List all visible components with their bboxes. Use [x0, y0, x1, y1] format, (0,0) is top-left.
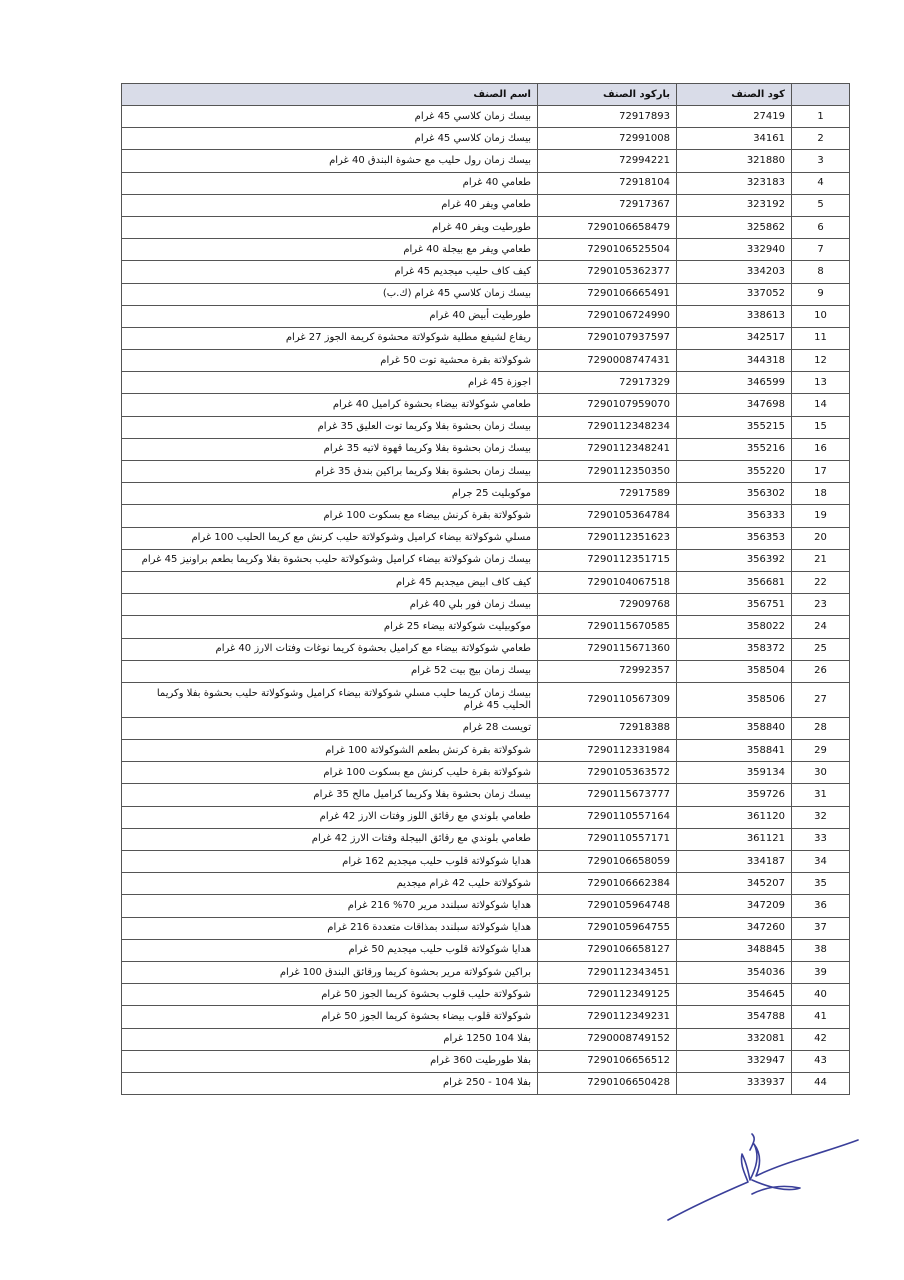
table-row — [122, 851, 850, 873]
table-row — [122, 784, 850, 806]
item-barcode: 7290112349231 — [538, 1006, 677, 1028]
row-number: 36 — [792, 895, 850, 917]
row-number: 22 — [792, 571, 850, 593]
table-row — [122, 1050, 850, 1072]
row-number: 12 — [792, 350, 850, 372]
row-number: 35 — [792, 873, 850, 895]
header-item-barcode: باركود الصنف — [538, 84, 677, 106]
item-code: 358504 — [677, 660, 792, 682]
row-number: 8 — [792, 261, 850, 283]
item-name: اجوزة 45 غرام — [122, 372, 538, 394]
item-name: طعامي شوكولاتة بيضاء مع كراميل بحشوة كريما نوغات وفتات الارز 40 غرام — [122, 638, 538, 660]
table-row — [122, 917, 850, 939]
row-number: 34 — [792, 851, 850, 873]
item-barcode: 7290105964748 — [538, 895, 677, 917]
table-row — [122, 682, 850, 717]
table-row — [122, 762, 850, 784]
item-code: 356333 — [677, 505, 792, 527]
items-table — [121, 83, 850, 1095]
item-code: 342517 — [677, 327, 792, 349]
item-barcode: 72918104 — [538, 172, 677, 194]
table-row — [122, 305, 850, 327]
item-code: 27419 — [677, 106, 792, 128]
table-row — [122, 895, 850, 917]
table-row — [122, 172, 850, 194]
row-number: 40 — [792, 984, 850, 1006]
item-barcode: 72992357 — [538, 660, 677, 682]
row-number: 33 — [792, 828, 850, 850]
item-barcode: 7290112331984 — [538, 740, 677, 762]
item-barcode: 7290112351623 — [538, 527, 677, 549]
row-number: 27 — [792, 682, 850, 717]
table-row — [122, 350, 850, 372]
item-barcode: 7290115673777 — [538, 784, 677, 806]
table-row — [122, 638, 850, 660]
item-barcode: 72909768 — [538, 594, 677, 616]
table-row — [122, 806, 850, 828]
item-code: 356681 — [677, 571, 792, 593]
table-row — [122, 194, 850, 216]
row-number: 30 — [792, 762, 850, 784]
item-name: طعامي بلوندي مع رقائق البيجلة وفتات الارز 42 غرام — [122, 828, 538, 850]
row-number: 20 — [792, 527, 850, 549]
item-name: ريفاع لشيفع مطلية شوكولاتة محشوة كريمة الجوز 27 غرام — [122, 327, 538, 349]
item-name: شوكولاتة حليب 42 غرام ميجديم — [122, 873, 538, 895]
item-name: طعامي 40 غرام — [122, 172, 538, 194]
item-barcode: 7290106658127 — [538, 939, 677, 961]
item-code: 361121 — [677, 828, 792, 850]
item-name: هدايا شوكولاتة سبلندد بمذاقات متعددة 216 غرام — [122, 917, 538, 939]
item-code: 356353 — [677, 527, 792, 549]
row-number: 44 — [792, 1072, 850, 1094]
item-barcode: 7290104067518 — [538, 571, 677, 593]
item-name: بيسك زمان كلاسي 45 غرام — [122, 106, 538, 128]
table-row — [122, 616, 850, 638]
item-name: بيسك زمان شوكولاتة بيضاء كراميل وشوكولاتة حليب بحشوة بفلا وكريما بطعم براونيز 45 غرام — [122, 549, 538, 571]
item-code: 338613 — [677, 305, 792, 327]
table-row — [122, 984, 850, 1006]
item-barcode: 7290106724990 — [538, 305, 677, 327]
table-row — [122, 372, 850, 394]
item-name: هدايا شوكولاتة قلوب حليب ميجديم 162 غرام — [122, 851, 538, 873]
item-name: بيسك زمان بحشوة بفلا وكريما قهوة لاتيه 35 غرام — [122, 438, 538, 460]
item-name: طعامي شوكولاتة بيضاء بحشوة كراميل 40 غرام — [122, 394, 538, 416]
table-row — [122, 527, 850, 549]
row-number: 25 — [792, 638, 850, 660]
item-code: 358840 — [677, 717, 792, 739]
table-row — [122, 216, 850, 238]
table-row — [122, 150, 850, 172]
item-code: 337052 — [677, 283, 792, 305]
row-number: 5 — [792, 194, 850, 216]
table-row — [122, 1028, 850, 1050]
row-number: 42 — [792, 1028, 850, 1050]
item-code: 358506 — [677, 682, 792, 717]
table-row — [122, 261, 850, 283]
item-name: بيسك زمان بحشوة بفلا وكريما كراميل مالح 35 غرام — [122, 784, 538, 806]
item-code: 354036 — [677, 961, 792, 983]
item-code: 355220 — [677, 461, 792, 483]
item-barcode: 72917329 — [538, 372, 677, 394]
header-number — [792, 84, 850, 106]
item-name: شوكولاتة حليب قلوب بحشوة كريما الجوز 50 غرام — [122, 984, 538, 1006]
item-name: شوكولاتة بقرة كرنش بيضاء مع بسكوت 100 غرام — [122, 505, 538, 527]
item-barcode: 7290105364784 — [538, 505, 677, 527]
table-row — [122, 128, 850, 150]
item-code: 361120 — [677, 806, 792, 828]
row-number: 16 — [792, 438, 850, 460]
table-row — [122, 660, 850, 682]
item-code: 356751 — [677, 594, 792, 616]
signature — [660, 1128, 865, 1228]
row-number: 28 — [792, 717, 850, 739]
row-number: 19 — [792, 505, 850, 527]
item-code: 354645 — [677, 984, 792, 1006]
item-name: موكوبليت 25 جرام — [122, 483, 538, 505]
item-barcode: 7290110557171 — [538, 828, 677, 850]
item-barcode: 7290106525504 — [538, 239, 677, 261]
item-name: تويست 28 غرام — [122, 717, 538, 739]
item-barcode: 7290107937597 — [538, 327, 677, 349]
item-name: بيسك زمان رول حليب مع حشوة البندق 40 غرام — [122, 150, 538, 172]
item-code: 358372 — [677, 638, 792, 660]
item-barcode: 72917893 — [538, 106, 677, 128]
item-code: 334187 — [677, 851, 792, 873]
item-code: 356392 — [677, 549, 792, 571]
row-number: 1 — [792, 106, 850, 128]
item-code: 345207 — [677, 873, 792, 895]
item-code: 346599 — [677, 372, 792, 394]
row-number: 32 — [792, 806, 850, 828]
item-code: 334203 — [677, 261, 792, 283]
row-number: 10 — [792, 305, 850, 327]
item-code: 323192 — [677, 194, 792, 216]
item-name: كيف كاف حليب ميجديم 45 غرام — [122, 261, 538, 283]
item-code: 333937 — [677, 1072, 792, 1094]
item-code: 355216 — [677, 438, 792, 460]
row-number: 43 — [792, 1050, 850, 1072]
table-row — [122, 1006, 850, 1028]
header-item-name: اسم الصنف — [122, 84, 538, 106]
item-barcode: 7290106656512 — [538, 1050, 677, 1072]
table-row — [122, 828, 850, 850]
item-code: 356302 — [677, 483, 792, 505]
item-barcode: 7290112351715 — [538, 549, 677, 571]
table-row — [122, 461, 850, 483]
item-code: 347260 — [677, 917, 792, 939]
item-code: 359726 — [677, 784, 792, 806]
table-row — [122, 717, 850, 739]
row-number: 6 — [792, 216, 850, 238]
item-name: هدايا شوكولاتة قلوب حليب ميجديم 50 غرام — [122, 939, 538, 961]
table-row — [122, 873, 850, 895]
row-number: 21 — [792, 549, 850, 571]
table-row — [122, 571, 850, 593]
row-number: 39 — [792, 961, 850, 983]
item-name: بفلا طورطيت 360 غرام — [122, 1050, 538, 1072]
item-name: بفلا 104 1250 غرام — [122, 1028, 538, 1050]
item-barcode: 7290107959070 — [538, 394, 677, 416]
item-code: 321880 — [677, 150, 792, 172]
row-number: 41 — [792, 1006, 850, 1028]
item-code: 325862 — [677, 216, 792, 238]
table-header-row — [122, 84, 850, 106]
item-code: 347698 — [677, 394, 792, 416]
table-row — [122, 106, 850, 128]
item-name: بيسك زمان بحشوة بفلا وكريما براكين بندق 35 غرام — [122, 461, 538, 483]
item-code: 323183 — [677, 172, 792, 194]
item-name: موكوبيليت شوكولاتة بيضاء 25 غرام — [122, 616, 538, 638]
item-barcode: 7290106650428 — [538, 1072, 677, 1094]
item-code: 359134 — [677, 762, 792, 784]
item-name: مسلي شوكولاتة بيضاء كراميل وشوكولاتة حليب كرنش مع كريما الحليب 100 غرام — [122, 527, 538, 549]
table-row — [122, 1072, 850, 1094]
item-name: طورطيت ويفر 40 غرام — [122, 216, 538, 238]
row-number: 13 — [792, 372, 850, 394]
table-row — [122, 239, 850, 261]
item-code: 358841 — [677, 740, 792, 762]
table-row — [122, 939, 850, 961]
table-row — [122, 483, 850, 505]
table-row — [122, 394, 850, 416]
signature-stroke — [668, 1134, 858, 1220]
item-name: بفلا 104 - 250 غرام — [122, 1072, 538, 1094]
row-number: 9 — [792, 283, 850, 305]
item-name: بيسك زمان كريما حليب مسلي شوكولاتة بيضاء كراميل وشوكولاتة حليب بحشوة بفلا وكريما الحليب 45 غرام — [122, 682, 538, 717]
row-number: 2 — [792, 128, 850, 150]
item-barcode: 7290008749152 — [538, 1028, 677, 1050]
item-barcode: 7290106665491 — [538, 283, 677, 305]
row-number: 7 — [792, 239, 850, 261]
item-name: شوكولاتة بقرة كرنش بطعم الشوكولاتة 100 غرام — [122, 740, 538, 762]
row-number: 11 — [792, 327, 850, 349]
table-row — [122, 283, 850, 305]
item-code: 332081 — [677, 1028, 792, 1050]
item-barcode: 7290105362377 — [538, 261, 677, 283]
item-name: بيسك زمان بحشوة بفلا وكريما توت العليق 35 غرام — [122, 416, 538, 438]
item-code: 347209 — [677, 895, 792, 917]
item-barcode: 72917367 — [538, 194, 677, 216]
item-barcode: 7290110557164 — [538, 806, 677, 828]
table-row — [122, 416, 850, 438]
item-code: 344318 — [677, 350, 792, 372]
item-barcode: 72991008 — [538, 128, 677, 150]
item-code: 348845 — [677, 939, 792, 961]
row-number: 23 — [792, 594, 850, 616]
item-name: شوكولاتة بقرة محشية توت 50 غرام — [122, 350, 538, 372]
header-item-code: كود الصنف — [677, 84, 792, 106]
item-code: 34161 — [677, 128, 792, 150]
item-barcode: 7290115670585 — [538, 616, 677, 638]
table-row — [122, 740, 850, 762]
item-code: 332947 — [677, 1050, 792, 1072]
table-row — [122, 594, 850, 616]
item-barcode: 7290112349125 — [538, 984, 677, 1006]
item-name: بيسك زمان بيج بيت 52 غرام — [122, 660, 538, 682]
item-name: طعامي ويفر مع بيجلة 40 غرام — [122, 239, 538, 261]
item-code: 332940 — [677, 239, 792, 261]
item-name: هدايا شوكولاتة سبلندد مرير 70% 216 غرام — [122, 895, 538, 917]
item-name: طعامي بلوندي مع رقائق اللوز وفتات الارز 42 غرام — [122, 806, 538, 828]
item-barcode: 7290105964755 — [538, 917, 677, 939]
item-barcode: 7290106662384 — [538, 873, 677, 895]
item-barcode: 7290112343451 — [538, 961, 677, 983]
item-barcode: 7290112350350 — [538, 461, 677, 483]
item-barcode: 7290112348241 — [538, 438, 677, 460]
row-number: 37 — [792, 917, 850, 939]
item-name: بيسك زمان كلاسي 45 غرام (ك.ب) — [122, 283, 538, 305]
table-row — [122, 327, 850, 349]
item-barcode: 72917589 — [538, 483, 677, 505]
row-number: 31 — [792, 784, 850, 806]
row-number: 15 — [792, 416, 850, 438]
row-number: 29 — [792, 740, 850, 762]
row-number: 26 — [792, 660, 850, 682]
row-number: 14 — [792, 394, 850, 416]
table-row — [122, 549, 850, 571]
row-number: 24 — [792, 616, 850, 638]
item-name: طعامي ويفر 40 غرام — [122, 194, 538, 216]
row-number: 17 — [792, 461, 850, 483]
item-name: شوكولاتة قلوب بيضاء بحشوة كريما الجوز 50 غرام — [122, 1006, 538, 1028]
item-barcode: 7290112348234 — [538, 416, 677, 438]
table-row — [122, 961, 850, 983]
item-name: بيسك زمان فور بلي 40 غرام — [122, 594, 538, 616]
item-barcode: 7290106658059 — [538, 851, 677, 873]
item-name: كيف كاف ابيض ميجديم 45 غرام — [122, 571, 538, 593]
item-code: 358022 — [677, 616, 792, 638]
item-barcode: 7290008747431 — [538, 350, 677, 372]
item-barcode: 7290115671360 — [538, 638, 677, 660]
row-number: 3 — [792, 150, 850, 172]
item-barcode: 72994221 — [538, 150, 677, 172]
item-name: براكين شوكولاتة مرير بحشوة كريما ورقائق البندق 100 غرام — [122, 961, 538, 983]
item-barcode: 7290106658479 — [538, 216, 677, 238]
item-barcode: 72918388 — [538, 717, 677, 739]
table-row — [122, 438, 850, 460]
item-code: 355215 — [677, 416, 792, 438]
table-row — [122, 505, 850, 527]
row-number: 4 — [792, 172, 850, 194]
item-name: بيسك زمان كلاسي 45 غرام — [122, 128, 538, 150]
item-name: طورطيت أبيض 40 غرام — [122, 305, 538, 327]
row-number: 18 — [792, 483, 850, 505]
item-barcode: 7290105363572 — [538, 762, 677, 784]
item-code: 354788 — [677, 1006, 792, 1028]
item-barcode: 7290110567309 — [538, 682, 677, 717]
item-name: شوكولاتة بقرة حليب كرنش مع بسكوت 100 غرام — [122, 762, 538, 784]
row-number: 38 — [792, 939, 850, 961]
